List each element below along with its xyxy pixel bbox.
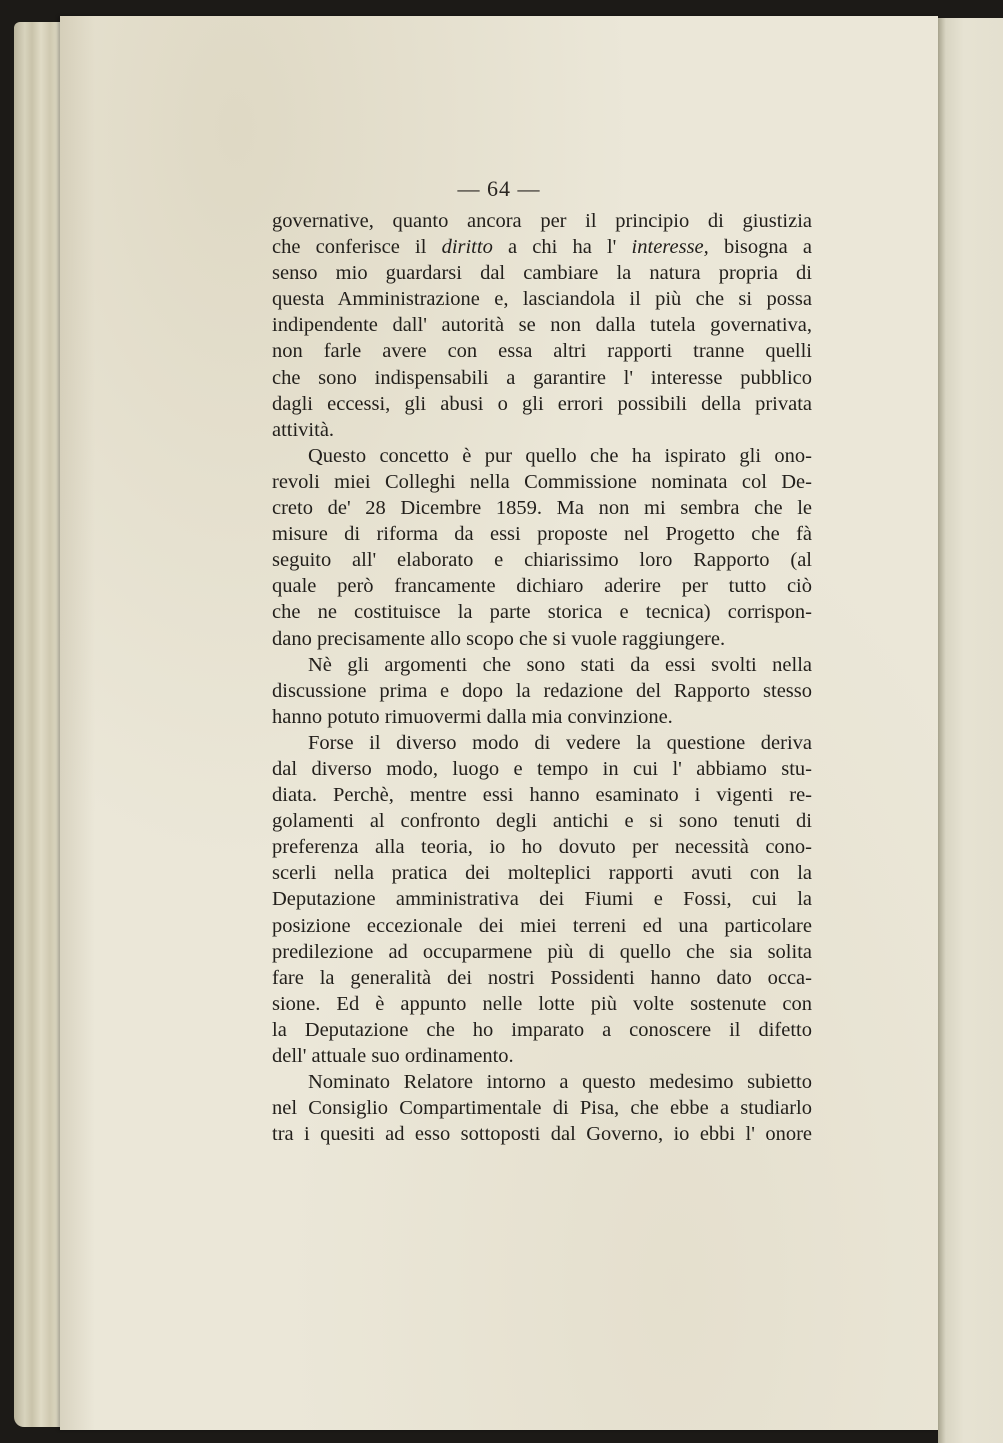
text-line: quale però francamente dichiaro aderire per tutto ciò (272, 575, 812, 598)
text-line: non farle avere con essa altri rapporti tranne quelli (272, 340, 812, 363)
text-line: scerli nella pratica dei molteplici rapporti avuti con la (272, 862, 812, 885)
text-line: discussione prima e dopo la redazione del Rapporto stesso (272, 679, 812, 702)
paragraph-1 (272, 208, 812, 443)
text-line: senso mio guardarsi dal cambiare la natura propria di (272, 262, 812, 285)
text-line: Nè gli argomenti che sono stati da essi svolti nella (308, 653, 812, 676)
italic-term-interesse: interesse, (631, 236, 709, 259)
text-line: la Deputazione che ho imparato a conoscere il difetto (272, 1018, 812, 1041)
text-line: diata. Perchè, mentre essi hanno esaminato i vigenti re- (272, 784, 812, 807)
text-line: preferenza alla teoria, io ho dovuto per necessità cono- (272, 836, 812, 859)
text-line: indipendente dall' autorità se non dalla tutela governativa, (272, 314, 812, 337)
paragraph-2 (272, 443, 812, 652)
text-line: dal diverso modo, luogo e tempo in cui l' abbiamo stu- (272, 757, 812, 780)
text-line: Deputazione amministrativa dei Fiumi e Fossi, cui la (272, 888, 812, 911)
text-line: hanno potuto rimuovermi dalla mia convinzione. (272, 705, 673, 728)
text-line: governative, quanto ancora per il principio di giustizia (272, 210, 812, 232)
text-line: Nominato Relatore intorno a questo medesimo subietto (308, 1071, 812, 1094)
text-line: questa Amministrazione e, lasciandola il più che si possa (272, 288, 812, 311)
text-line: misure di riforma da essi proposte nel Progetto che fà (272, 523, 812, 546)
text-line: Forse il diverso modo di vedere la questione deriva (308, 731, 812, 754)
text-line: Questo concetto è pur quello che ha ispirato gli ono- (308, 444, 812, 467)
text-line: che ne costituisce la parte storica e tecnica) corrispon- (272, 601, 812, 624)
paragraph-5 (272, 1069, 812, 1147)
text-line: revoli miei Colleghi nella Commissione nominata col De- (272, 470, 812, 493)
text-line: fare la generalità dei nostri Possidenti hanno dato occa- (272, 966, 812, 989)
text-line: dell' attuale suo ordinamento. (272, 1045, 514, 1067)
text-line: dagli eccessi, gli abusi o gli errori possibili della privata (272, 392, 812, 415)
adjacent-page-edge (938, 18, 1003, 1443)
text-line-with-italics: che conferisce il diritto a chi ha l' interesse, bisogna a (272, 236, 812, 259)
text-line: nel Consiglio Compartimentale di Pisa, che ebbe a studiarlo (272, 1097, 812, 1120)
text-line: tra i quesiti ad esso sottoposti dal Governo, io ebbi l' onore (272, 1123, 812, 1146)
paragraph-4 (272, 730, 812, 1069)
paragraph-3 (272, 652, 812, 730)
body-text (272, 208, 812, 1147)
text-line: creto de' 28 Dicembre 1859. Ma non mi sembra che le (272, 497, 812, 520)
italic-term-diritto: diritto (441, 236, 493, 259)
text-line: golamenti al confronto degli antichi e si sono tenuti di (272, 810, 812, 833)
text-line: dano precisamente allo scopo che si vuole raggiungere. (272, 627, 726, 650)
text-line: seguito all' elaborato e chiarissimo loro Rapporto (al (272, 549, 812, 572)
text-line: attività. (272, 418, 335, 441)
page-number: — 64 — (457, 176, 541, 201)
text-line: che sono indispensabili a garantire l' interesse pubblico (272, 366, 812, 389)
text-line: posizione eccezionale dei miei terreni ed una particolare (272, 914, 812, 937)
text-line: predilezione ad occuparmene più di quello che sia solita (272, 940, 812, 963)
text-line: sione. Ed è appunto nelle lotte più volte sostenute con (272, 992, 812, 1015)
